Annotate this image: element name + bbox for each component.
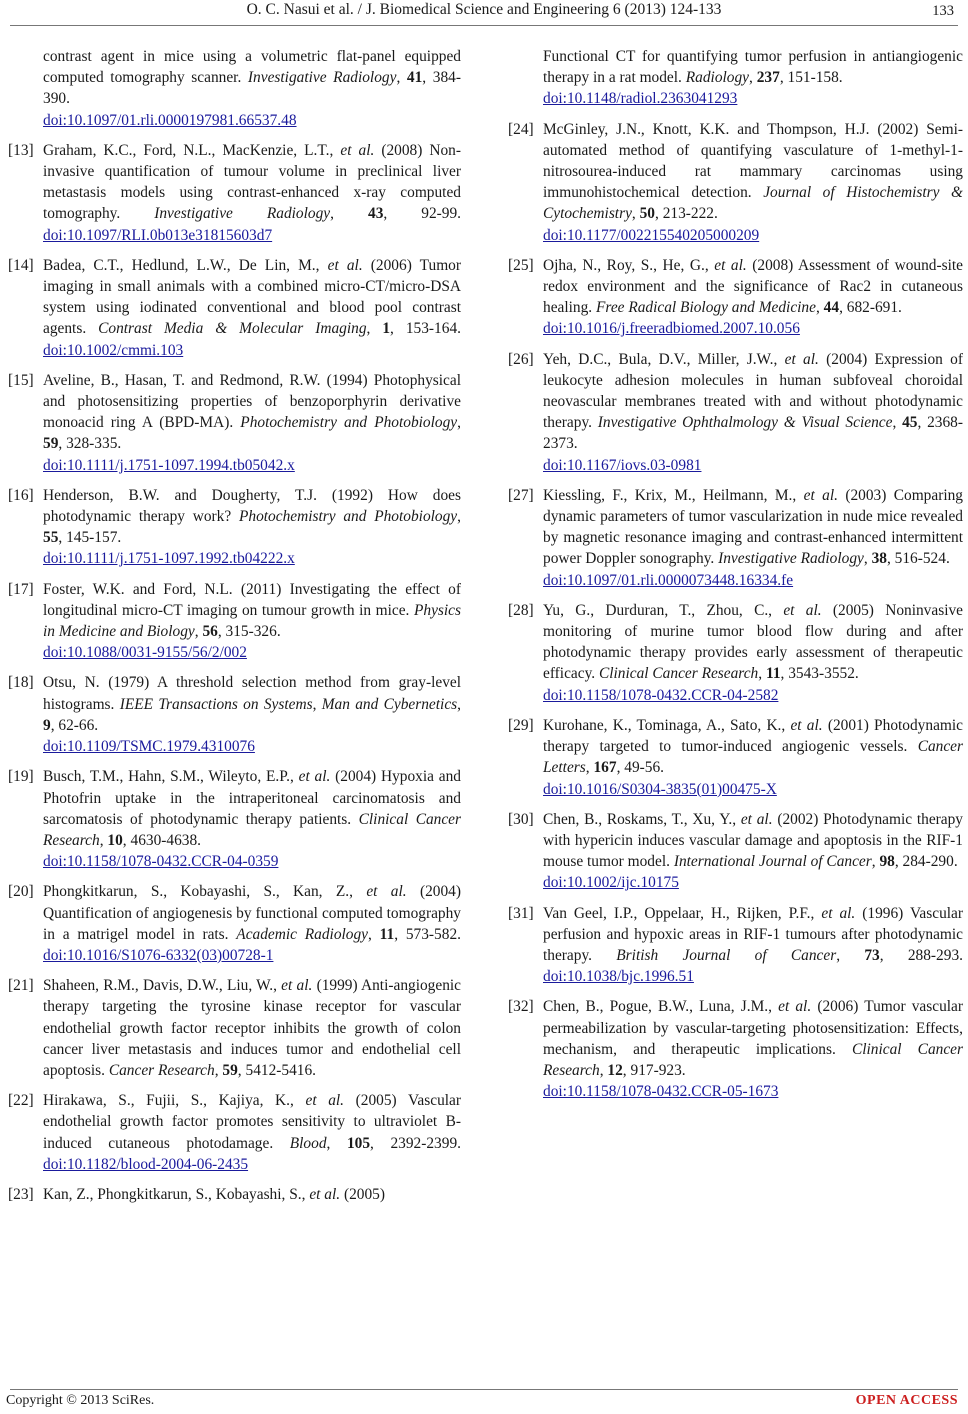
reference-body — [543, 485, 963, 591]
doi-link[interactable]: doi:10.1002/cmmi.103 — [43, 341, 184, 359]
reference-entry — [508, 485, 963, 591]
reference-number: [19] — [8, 768, 34, 786]
reference-text: Graham, K.C., Ford, N.L., MacKenzie, L.T., et al. (2008) Non-invasive quantification of tumour volume in preclinical liver metastasis models using contrast-enhanced x-ray computed tomography. Investigative Radiology, 43, 92-99. — [43, 141, 461, 223]
reference-text: contrast agent in mice using a volumetric flat-panel equipped computed tomography scanner. Investigative Radiology, 41, 384-390. — [43, 48, 461, 108]
right-column — [508, 46, 963, 1111]
doi-link[interactable]: doi:10.1158/1078-0432.CCR-04-2582 — [543, 686, 779, 704]
doi-link[interactable]: doi:10.1182/blood-2004-06-2435 — [43, 1155, 249, 1173]
reference-text: McGinley, J.N., Knott, K.K. and Thompson, H.J. (2002) Semi-automated method of quantifying vasculature of 1-methyl-1-nitrosourea-induced rat mammary carcinomas using immunohistochemical detection. Journal of Histochemistry & Cytochemistry, 50, 213-222. — [543, 120, 963, 223]
reference-body — [43, 579, 461, 664]
reference-body — [43, 140, 461, 246]
reference-body — [43, 672, 461, 757]
doi-link[interactable]: doi:10.1016/S1076-6332(03)00728-1 — [43, 946, 274, 964]
reference-number: [24] — [508, 120, 534, 138]
reference-number: [22] — [8, 1092, 34, 1110]
reference-body — [43, 1184, 461, 1205]
doi-link[interactable]: doi:10.1111/j.1751-1097.1992.tb04222.x — [43, 550, 295, 568]
doi-link[interactable]: doi:10.1002/ijc.10175 — [543, 874, 679, 892]
reference-text: Yu, G., Durduran, T., Zhou, C., et al. (2005) Noninvasive monitoring of murine tumor blood flow during and after photodynamic therapy provides early assessment of therapeutic efficacy. Clinical Cancer Research, 11, 3543-3552. — [543, 601, 963, 683]
reference-text: Ojha, N., Roy, S., He, G., et al. (2008) Assessment of wound-site redox environment and the significance of Rac2 in cutaneous healing. Free Radical Biology and Medicine, 44, 682-691. — [543, 256, 963, 317]
reference-text: Foster, W.K. and Ford, N.L. (2011) Investigating the effect of longitudinal micro-CT imaging on tumour growth in mice. Physics in Medicine and Biology, 56, 315-326. — [43, 580, 461, 641]
reference-entry — [508, 996, 963, 1102]
doi-link[interactable]: doi:10.1016/j.freeradbiomed.2007.10.056 — [543, 320, 800, 338]
reference-text: Aveline, B., Hasan, T. and Redmond, R.W. (1994) Photophysical and photosensitizing properties of benzoporphyrin derivative monoacid ring A (BPD-MA). Photochemistry and Photobiology, 59, 328-335. — [43, 371, 461, 453]
reference-body — [543, 119, 963, 246]
copyright-notice: Copyright © 2013 SciRes. — [6, 1393, 155, 1408]
reference-entry — [508, 119, 963, 246]
doi-link[interactable]: doi:10.1158/1078-0432.CCR-05-1673 — [543, 1083, 779, 1101]
doi-link[interactable]: doi:10.1097/RLI.0b013e31815603d7 — [43, 226, 273, 244]
reference-number: [28] — [508, 601, 534, 619]
page-number: 133 — [932, 3, 954, 19]
reference-text: Kurohane, K., Tominaga, A., Sato, K., et al. (2001) Photodynamic therapy targeted to tumor-induced angiogenic vessels. Cancer Letters, 167, 49-56. — [543, 716, 963, 777]
reference-number: [30] — [508, 810, 534, 828]
reference-body — [543, 349, 963, 476]
doi-link[interactable]: doi:10.1167/iovs.03-0981 — [543, 456, 702, 474]
reference-entry — [8, 140, 461, 246]
reference-entry — [508, 715, 963, 800]
reference-text: Functional CT for quantifying tumor perfusion in antiangiogenic therapy in a rat model. Radiology, 237, 151-158. — [543, 48, 963, 87]
reference-body — [543, 715, 963, 800]
reference-entry — [508, 349, 963, 476]
reference-entry — [8, 766, 461, 872]
reference-body — [543, 996, 963, 1102]
reference-entry — [8, 672, 461, 757]
reference-text: Busch, T.M., Hahn, S.M., Wileyto, E.P., et al. (2004) Hypoxia and Photofrin uptake in the intraperitoneal carcinomatosis and sarcomatosis of photodynamic therapy patients. Clinical Cancer Research, 10, 4630-4638. — [43, 768, 461, 849]
doi-link[interactable]: doi:10.1111/j.1751-1097.1994.tb05042.x — [43, 456, 295, 474]
reference-entry — [8, 1090, 461, 1175]
doi-link[interactable]: doi:10.1177/002215540205000209 — [543, 226, 760, 244]
reference-number: [31] — [508, 904, 534, 922]
reference-text: Otsu, N. (1979) A threshold selection method from gray-level histograms. IEEE Transactions on Systems, Man and Cybernetics, 9, 62-66. — [43, 674, 461, 734]
doi-link[interactable]: doi:10.1097/01.rli.0000073448.16334.fe — [543, 571, 794, 589]
doi-link[interactable]: doi:10.1148/radiol.2363041293 — [543, 90, 738, 108]
doi-link[interactable]: doi:10.1097/01.rli.0000197981.66537.48 — [43, 111, 297, 129]
reference-text: Henderson, B.W. and Dougherty, T.J. (1992) How does photodynamic therapy work? Photochemistry and Photobiology, 55, 145-157. — [43, 486, 461, 547]
reference-body — [543, 255, 963, 340]
reference-number: [15] — [8, 371, 34, 389]
header-rule — [10, 25, 958, 26]
open-access-label: OPEN ACCESS — [855, 1393, 958, 1408]
reference-body — [43, 370, 461, 476]
reference-text: Badea, C.T., Hedlund, L.W., De Lin, M., et al. (2006) Tumor imaging in small animals with a combined micro-CT/micro-DSA system using iodinated conventional and blood pool contrast agents. Contrast Media & Molecular Imaging, 1, 153-164. — [43, 256, 461, 338]
left-column — [8, 46, 461, 1214]
doi-link[interactable]: doi:10.1038/bjc.1996.51 — [543, 968, 694, 986]
reference-body — [43, 485, 461, 570]
running-title: O. C. Nasui et al. / J. Biomedical Science and Engineering 6 (2013) 124-133 — [246, 1, 722, 18]
page-footer — [0, 1393, 968, 1413]
reference-number: [29] — [508, 716, 534, 734]
reference-entry — [508, 600, 963, 706]
reference-text: Yeh, D.C., Bula, D.V., Miller, J.W., et al. (2004) Expression of leukocyte adhesion molecules in human subfoveal choroidal neovascular membranes treated with and without photodynamic therapy. Investigative Ophthalmology & Visual Science, 45, 2368-2373. — [543, 350, 963, 453]
reference-entry — [8, 881, 461, 966]
reference-text: Hirakawa, S., Fujii, S., Kajiya, K., et al. (2005) Vascular endothelial growth factor promotes sensitivity to ultraviolet B-induced cutaneous photodamage. Blood, 105, 2392-2399. — [43, 1092, 462, 1152]
reference-number: [21] — [8, 977, 34, 995]
reference-continuation — [508, 46, 963, 110]
reference-number: [26] — [508, 350, 534, 368]
reference-text: Phongkitkarun, S., Kobayashi, S., Kan, Z., et al. (2004) Quantification of angiogenesis by functional computed tomography in a matrigel model in rats. Academic Radiology, 11, 573-582. — [43, 883, 461, 943]
reference-entry — [8, 1184, 461, 1205]
reference-body — [543, 600, 963, 706]
reference-number: [13] — [8, 141, 34, 159]
reference-number: [20] — [8, 883, 34, 901]
reference-body — [543, 809, 963, 894]
reference-number: [18] — [8, 674, 34, 692]
reference-body — [43, 766, 461, 872]
reference-text: Shaheen, R.M., Davis, D.W., Liu, W., et al. (1999) Anti-angiogenic therapy targeting the tyrosine kinase receptor for vascular endothelial growth factor receptor inhibits the growth of colon cancer liver metastasis and induces tumor and endothelial cell apoptosis. Cancer Research, 59, 5412-5416. — [43, 977, 462, 1079]
reference-text: Van Geel, I.P., Oppelaar, H., Rijken, P.F., et al. (1996) Vascular perfusion and hypoxic areas in RIF-1 tumours after photodynamic therapy. British Journal of Cancer, 73, 288-293. — [543, 904, 964, 964]
reference-body — [543, 903, 963, 988]
reference-entry — [8, 975, 461, 1081]
reference-number: [27] — [508, 486, 534, 504]
reference-text: Kan, Z., Phongkitkarun, S., Kobayashi, S., et al. (2005) — [43, 1185, 386, 1203]
reference-continuation — [8, 46, 461, 131]
reference-body — [43, 975, 461, 1081]
reference-text: Chen, B., Pogue, B.W., Luna, J.M., et al. (2006) Tumor vascular permeabilization by vascular-targeting photosensitization: Effects, mechanism, and therapeutic implications. Clinical Cancer Research, 12, 917-923. — [543, 998, 963, 1079]
reference-number: [25] — [508, 256, 534, 274]
doi-link[interactable]: doi:10.1088/0031-9155/56/2/002 — [43, 644, 247, 662]
reference-entry — [8, 255, 461, 361]
reference-text: Chen, B., Roskams, T., Xu, Y., et al. (2002) Photodynamic therapy with hypericin induces vascular damage and apoptosis in the RIF-1 mouse tumor model. International Journal of Cancer, 98, 284-290. — [543, 810, 963, 871]
footer-rule — [10, 1389, 958, 1390]
reference-entry — [8, 579, 461, 664]
reference-body — [43, 1090, 461, 1175]
reference-entry — [508, 255, 963, 340]
reference-number: [16] — [8, 486, 34, 504]
doi-link[interactable]: doi:10.1158/1078-0432.CCR-04-0359 — [43, 853, 279, 871]
reference-entry — [508, 809, 963, 894]
doi-link[interactable]: doi:10.1109/TSMC.1979.4310076 — [43, 738, 255, 756]
reference-body — [43, 255, 461, 361]
reference-entry — [8, 485, 461, 570]
reference-entry — [8, 370, 461, 476]
reference-entry — [508, 903, 963, 988]
reference-body — [43, 881, 461, 966]
reference-number: [32] — [508, 998, 534, 1016]
reference-number: [17] — [8, 580, 34, 598]
doi-link[interactable]: doi:10.1016/S0304-3835(01)00475-X — [543, 780, 777, 798]
reference-number: [23] — [8, 1185, 34, 1203]
reference-text: Kiessling, F., Krix, M., Heilmann, M., et al. (2003) Comparing dynamic parameters of tumor vascularization in nude mice revealed by magnetic resonance imaging and contrast-enhanced intermittent power Doppler sonography. Investigative Radiology, 38, 516-524. — [543, 486, 963, 568]
reference-number: [14] — [8, 256, 34, 274]
